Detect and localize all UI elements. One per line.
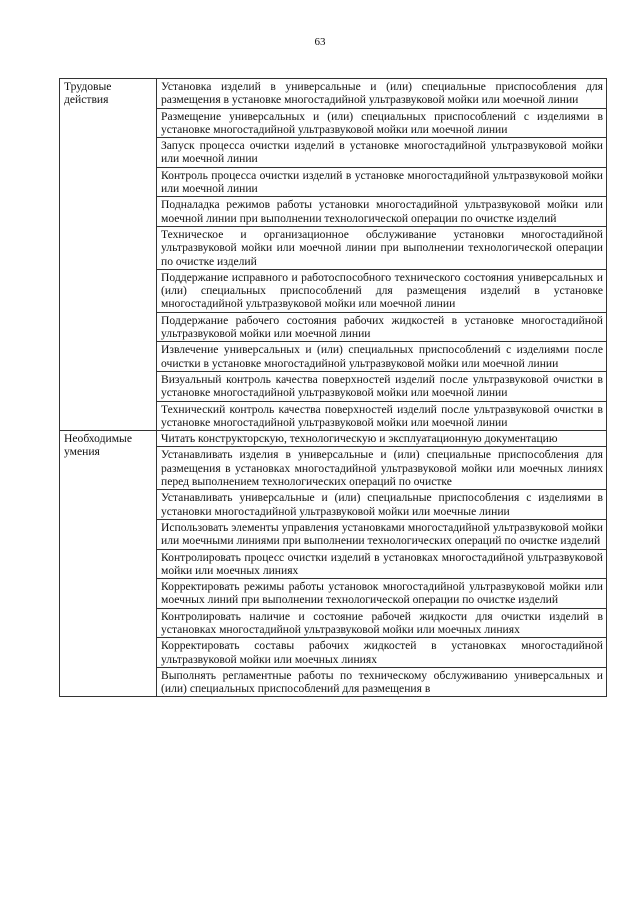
table-cell-item: Корректировать составы рабочих жидкостей в установках многостадийной ультразвуковой мойки или моечных линиях <box>157 638 607 668</box>
section-label: Трудовые действия <box>60 79 157 431</box>
table-cell-item: Контроль процесса очистки изделий в установке многостадийной ультразвуковой мойки или моечной линии <box>157 167 607 197</box>
table-cell-item: Подналадка режимов работы установки многостадийной ультразвуковой мойки или моечной линии при выполнении технологической операции по очистке изделий <box>157 197 607 227</box>
table-cell-item: Контролировать наличие и состояние рабочей жидкости для очистки изделий в установках многостадийной ультразвуковой мойки или моечных линиях <box>157 608 607 638</box>
table-cell-item: Выполнять регламентные работы по техническому обслуживанию универсальных и (или) специальных приспособлений для размещения в <box>157 667 607 697</box>
section-label: Необходимые умения <box>60 431 157 697</box>
table-cell-item: Корректировать режимы работы установок многостадийной ультразвуковой мойки или моечных линий при выполнении технологической операции по очистке изделий <box>157 579 607 609</box>
table-cell-item: Поддержание рабочего состояния рабочих жидкостей в установке многостадийной ультразвуковой мойки или моечной линии <box>157 312 607 342</box>
table-cell-item: Извлечение универсальных и (или) специальных приспособлений с изделиями после очистки в установке многостадийной ультразвуковой мойки или моечной линии <box>157 342 607 372</box>
table-cell-item: Поддержание исправного и работоспособного технического состояния универсальных и (или) специальных приспособлений для размещения изделий в установке многостадийной ультразвуковой мойки или моечной линии <box>157 269 607 312</box>
table-cell-item: Использовать элементы управления установками многостадийной ультразвуковой мойки или моечными линиями при выполнении технологических операций по очистке изделий <box>157 519 607 549</box>
requirements-table <box>59 78 607 697</box>
table-cell-item: Запуск процесса очистки изделий в установке многостадийной ультразвуковой мойки или моечной линии <box>157 138 607 168</box>
table-row <box>60 431 607 447</box>
table-cell-item: Устанавливать универсальные и (или) специальные приспособления с изделиями в установки многостадийной ультразвуковой мойки или моечные линии <box>157 490 607 520</box>
table-cell-item: Установка изделий в универсальные и (или) специальные приспособления для размещения в установке многостадийной ультразвуковой мойки или моечной линии <box>157 79 607 109</box>
table-cell-item: Техническое и организационное обслуживание установки многостадийной ультразвуковой мойки или моечной линии при выполнении технологической операции по очистке изделий <box>157 226 607 269</box>
table-row <box>60 79 607 109</box>
table-cell-item: Читать конструкторскую, технологическую и эксплуатационную документацию <box>157 431 607 447</box>
table-cell-item: Устанавливать изделия в универсальные и (или) специальные приспособления для размещения в установках многостадийной ультразвуковой мойки или моечных линиях перед выполнением технологических операций по очистке <box>157 447 607 490</box>
table-cell-item: Технический контроль качества поверхностей изделий после ультразвуковой очистки в установке многостадийной ультразвуковой мойки или моечной линии <box>157 401 607 431</box>
page-number: 63 <box>314 36 326 48</box>
table-cell-item: Визуальный контроль качества поверхностей изделий после ультразвуковой очистки в установке многостадийной ультразвуковой мойки или моечной линии <box>157 371 607 401</box>
table-cell-item: Размещение универсальных и (или) специальных приспособлений с изделиями в установке многостадийной ультразвуковой мойки или моечной линии <box>157 108 607 138</box>
table-cell-item: Контролировать процесс очистки изделий в установках многостадийной ультразвуковой мойки или моечных линиях <box>157 549 607 579</box>
